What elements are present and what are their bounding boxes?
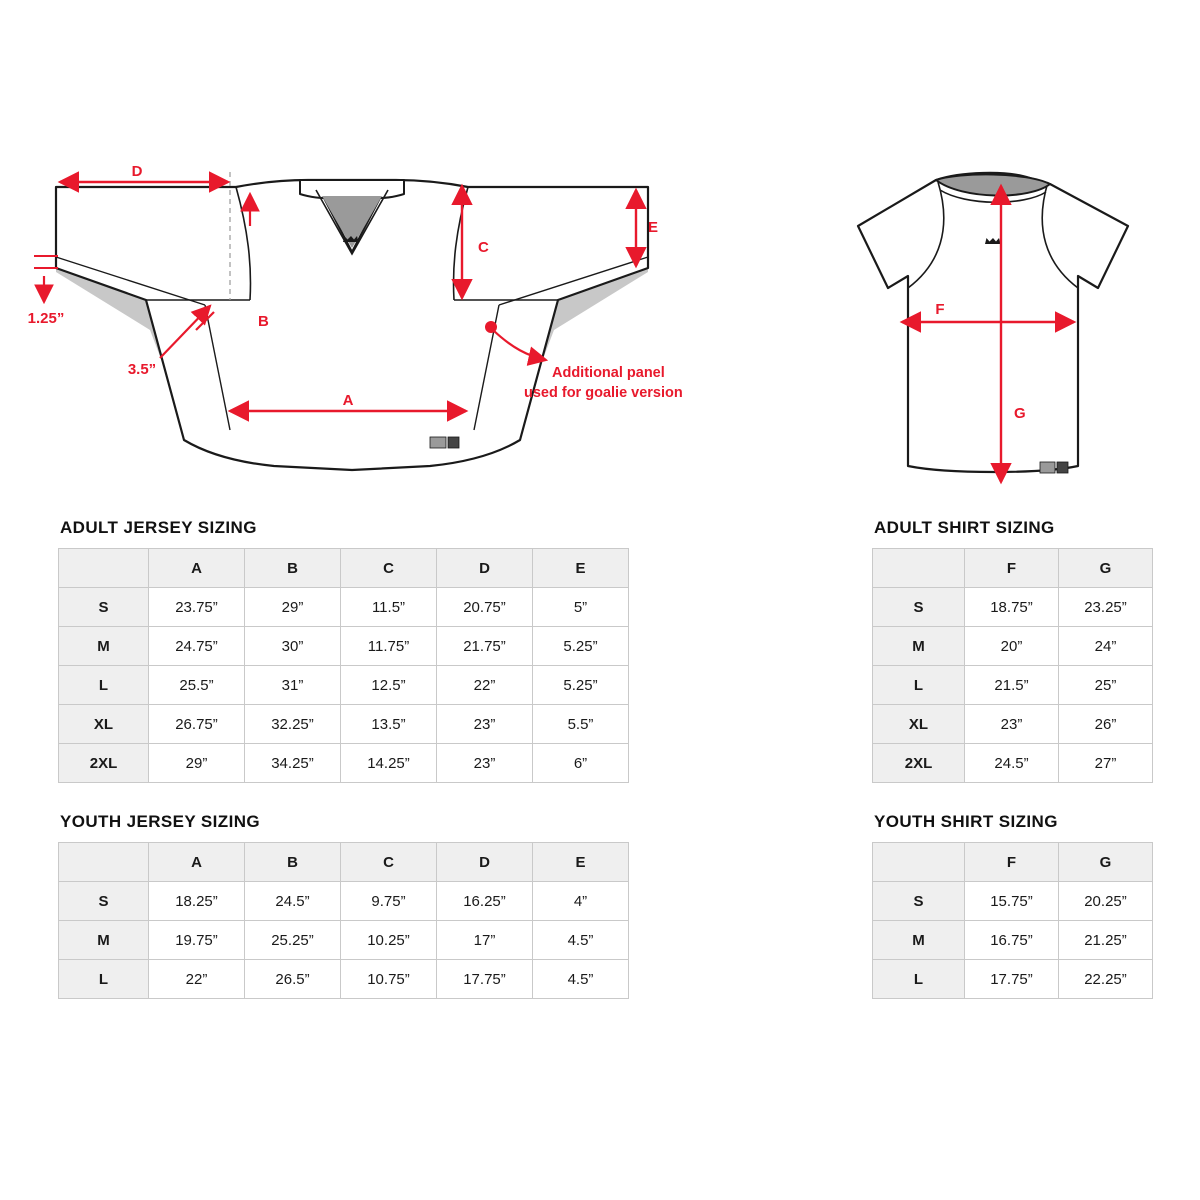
cell-c: 14.25”	[341, 744, 437, 783]
table-row	[873, 960, 1153, 999]
cell-c: 11.5”	[341, 588, 437, 627]
row-label-size: XL	[873, 705, 965, 744]
cell-d: 16.25”	[437, 882, 533, 921]
col-header-size	[873, 843, 965, 882]
row-label-size: M	[873, 627, 965, 666]
jersey-illustration	[28, 163, 683, 470]
row-label-size: S	[59, 588, 149, 627]
cell-b: 29”	[245, 588, 341, 627]
col-header-e: E	[533, 843, 629, 882]
cell-d: 17.75”	[437, 960, 533, 999]
table-row	[873, 882, 1153, 921]
table-row	[873, 627, 1153, 666]
cell-c: 9.75”	[341, 882, 437, 921]
cell-a: 29”	[149, 744, 245, 783]
adult-jersey-sizing-table	[58, 548, 629, 783]
cell-c: 10.25”	[341, 921, 437, 960]
cell-f: 17.75”	[965, 960, 1059, 999]
row-label-size: L	[59, 666, 149, 705]
cell-e: 5.25”	[533, 666, 629, 705]
cell-e: 5.5”	[533, 705, 629, 744]
col-header-a: A	[149, 549, 245, 588]
dim-label-seam-bottom: 3.5”	[127, 361, 157, 378]
col-header-size	[873, 549, 965, 588]
cell-f: 21.5”	[965, 666, 1059, 705]
adult-jersey-sizing-block	[58, 518, 629, 783]
row-label-size: L	[873, 960, 965, 999]
cell-f: 15.75”	[965, 882, 1059, 921]
row-label-size: XL	[59, 705, 149, 744]
table-row	[59, 882, 629, 921]
row-label-size: M	[873, 921, 965, 960]
row-label-size: M	[59, 627, 149, 666]
table-row	[59, 921, 629, 960]
row-label-size: 2XL	[59, 744, 149, 783]
cell-a: 25.5”	[149, 666, 245, 705]
youth-shirt-sizing-table	[872, 842, 1153, 999]
col-header-g: G	[1059, 843, 1153, 882]
cell-f: 24.5”	[965, 744, 1059, 783]
adult-shirt-sizing-title: ADULT SHIRT SIZING	[874, 518, 1055, 537]
adult-jersey-sizing-title: ADULT JERSEY SIZING	[60, 518, 257, 537]
dim-label-d: D	[131, 163, 143, 180]
cell-f: 20”	[965, 627, 1059, 666]
dim-label-c: C	[478, 239, 489, 256]
cell-e: 6”	[533, 744, 629, 783]
row-label-size: L	[59, 960, 149, 999]
cell-c: 10.75”	[341, 960, 437, 999]
dim-label-seam-top: 1.25”	[27, 310, 65, 327]
garment-diagrams	[0, 0, 1200, 505]
row-label-size: 2XL	[873, 744, 965, 783]
cell-b: 25.25”	[245, 921, 341, 960]
table-header-row	[873, 843, 1153, 882]
table-row	[59, 705, 629, 744]
table-row	[59, 744, 629, 783]
row-label-size: M	[59, 921, 149, 960]
goalie-panel-callout-line2: used for goalie version	[524, 385, 683, 401]
cell-a: 26.75”	[149, 705, 245, 744]
cell-d: 22”	[437, 666, 533, 705]
cell-b: 34.25”	[245, 744, 341, 783]
cell-d: 23”	[437, 744, 533, 783]
cell-a: 23.75”	[149, 588, 245, 627]
cell-d: 23”	[437, 705, 533, 744]
table-row	[59, 588, 629, 627]
table-header-row	[59, 549, 629, 588]
cell-g: 23.25”	[1059, 588, 1153, 627]
cell-g: 22.25”	[1059, 960, 1153, 999]
cell-b: 24.5”	[245, 882, 341, 921]
cell-a: 19.75”	[149, 921, 245, 960]
table-row	[59, 960, 629, 999]
table-header-row	[873, 549, 1153, 588]
cell-g: 21.25”	[1059, 921, 1153, 960]
table-row	[873, 705, 1153, 744]
col-header-size	[59, 549, 149, 588]
youth-shirt-sizing-title: YOUTH SHIRT SIZING	[874, 812, 1058, 831]
cell-e: 4.5”	[533, 921, 629, 960]
cell-b: 30”	[245, 627, 341, 666]
table-row	[873, 744, 1153, 783]
youth-jersey-sizing-title: YOUTH JERSEY SIZING	[60, 812, 260, 831]
cell-e: 5”	[533, 588, 629, 627]
table-row	[59, 627, 629, 666]
table-row	[873, 921, 1153, 960]
cell-a: 24.75”	[149, 627, 245, 666]
cell-e: 4”	[533, 882, 629, 921]
row-label-size: S	[59, 882, 149, 921]
dim-label-b: B	[258, 313, 269, 330]
cell-g: 26”	[1059, 705, 1153, 744]
col-header-f: F	[965, 549, 1059, 588]
cell-d: 17”	[437, 921, 533, 960]
cell-c: 13.5”	[341, 705, 437, 744]
col-header-size	[59, 843, 149, 882]
cell-g: 24”	[1059, 627, 1153, 666]
col-header-c: C	[341, 549, 437, 588]
table-row	[59, 666, 629, 705]
row-label-size: S	[873, 882, 965, 921]
dim-label-a: A	[342, 392, 354, 409]
cell-g: 27”	[1059, 744, 1153, 783]
table-row	[873, 666, 1153, 705]
cell-b: 26.5”	[245, 960, 341, 999]
col-header-f: F	[965, 843, 1059, 882]
youth-shirt-sizing-block	[872, 812, 1153, 999]
cell-b: 32.25”	[245, 705, 341, 744]
cell-e: 4.5”	[533, 960, 629, 999]
row-label-size: L	[873, 666, 965, 705]
youth-jersey-sizing-table	[58, 842, 629, 999]
cell-c: 11.75”	[341, 627, 437, 666]
col-header-c: C	[341, 843, 437, 882]
cell-c: 12.5”	[341, 666, 437, 705]
col-header-e: E	[533, 549, 629, 588]
row-label-size: S	[873, 588, 965, 627]
table-header-row	[59, 843, 629, 882]
cell-g: 20.25”	[1059, 882, 1153, 921]
goalie-panel-callout-line1: Additional panel	[552, 365, 665, 381]
cell-d: 20.75”	[437, 588, 533, 627]
cell-d: 21.75”	[437, 627, 533, 666]
cell-a: 18.25”	[149, 882, 245, 921]
cell-a: 22”	[149, 960, 245, 999]
cell-b: 31”	[245, 666, 341, 705]
col-header-d: D	[437, 549, 533, 588]
cell-e: 5.25”	[533, 627, 629, 666]
dim-label-f: F	[935, 301, 945, 318]
table-row	[873, 588, 1153, 627]
col-header-b: B	[245, 549, 341, 588]
adult-shirt-sizing-table	[872, 548, 1153, 783]
cell-f: 16.75”	[965, 921, 1059, 960]
col-header-a: A	[149, 843, 245, 882]
adult-shirt-sizing-block	[872, 518, 1153, 783]
youth-jersey-sizing-block	[58, 812, 629, 999]
dim-label-g: G	[1014, 405, 1026, 422]
shirt-illustration	[858, 173, 1128, 482]
col-header-d: D	[437, 843, 533, 882]
cell-f: 23”	[965, 705, 1059, 744]
dim-label-e: E	[648, 219, 659, 236]
col-header-b: B	[245, 843, 341, 882]
cell-f: 18.75”	[965, 588, 1059, 627]
cell-g: 25”	[1059, 666, 1153, 705]
col-header-g: G	[1059, 549, 1153, 588]
